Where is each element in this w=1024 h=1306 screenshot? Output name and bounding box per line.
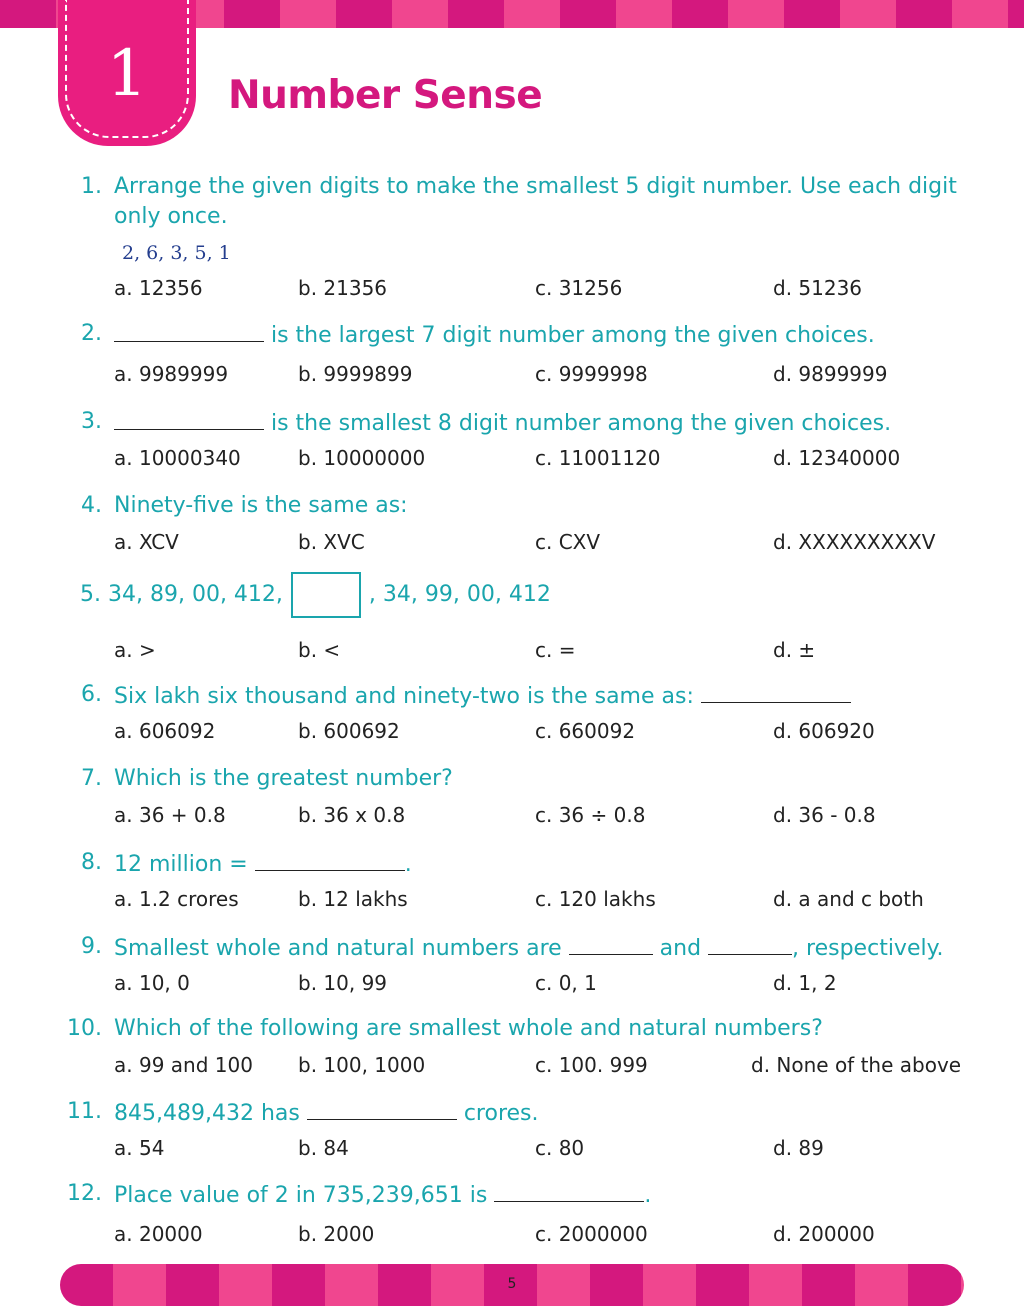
chapter-number: 1 bbox=[106, 37, 148, 111]
option-a[interactable]: a. 54 bbox=[114, 1136, 165, 1160]
question-text-after-blank: . bbox=[644, 1183, 652, 1208]
question-number: 2. bbox=[81, 321, 102, 346]
answer-blank[interactable] bbox=[494, 1179, 644, 1202]
option-a[interactable]: a. > bbox=[114, 638, 156, 662]
option-b[interactable]: b. 36 x 0.8 bbox=[298, 803, 406, 827]
option-d[interactable]: d. 200000 bbox=[773, 1222, 875, 1246]
option-b[interactable]: b. 84 bbox=[298, 1136, 349, 1160]
option-c[interactable]: c. 660092 bbox=[535, 719, 636, 743]
option-a[interactable]: a. 10000340 bbox=[114, 446, 241, 470]
page-number: 5 bbox=[507, 1276, 517, 1292]
answer-blank[interactable] bbox=[307, 1097, 457, 1120]
chapter-title: Number Sense bbox=[228, 73, 543, 118]
question-text-after-blank: crores. bbox=[456, 1101, 539, 1126]
question-text: Which of the following are smallest whole and natural numbers? bbox=[114, 1016, 823, 1041]
question-text: Ninety-five is the same as: bbox=[114, 493, 408, 518]
question-text-before-blank: Place value of 2 in 735,239,651 is bbox=[114, 1183, 495, 1208]
option-d[interactable]: d. None of the above bbox=[751, 1053, 962, 1077]
bottom-decorative-bar bbox=[60, 1264, 964, 1306]
option-c[interactable]: c. CXV bbox=[535, 530, 601, 554]
option-b[interactable]: b. XVC bbox=[298, 530, 365, 554]
option-c[interactable]: c. 2000000 bbox=[535, 1222, 648, 1246]
option-c[interactable]: c. 9999998 bbox=[535, 362, 648, 386]
option-b[interactable]: b. 21356 bbox=[298, 276, 388, 300]
question-text bbox=[114, 407, 994, 439]
option-c[interactable]: c. 80 bbox=[535, 1136, 585, 1160]
question-number: 3. bbox=[81, 409, 102, 434]
option-a[interactable]: a. 10, 0 bbox=[114, 971, 190, 995]
option-a[interactable]: a. 9989999 bbox=[114, 362, 229, 386]
option-d[interactable]: d. 36 - 0.8 bbox=[773, 803, 876, 827]
option-d[interactable]: d. 51236 bbox=[773, 276, 863, 300]
question-text-before-blank: Six lakh six thousand and ninety-two is the same as: bbox=[114, 684, 701, 709]
option-d[interactable]: d. 9899999 bbox=[773, 362, 888, 386]
option-a[interactable]: a. 36 + 0.8 bbox=[114, 803, 226, 827]
question-number: 6. bbox=[81, 682, 102, 707]
option-a[interactable]: a. 1.2 crores bbox=[114, 887, 239, 911]
answer-blank[interactable] bbox=[114, 407, 264, 430]
question-text bbox=[114, 680, 994, 712]
option-a[interactable]: a. 606092 bbox=[114, 719, 216, 743]
question-text: Arrange the given digits to make the smallest 5 digit number. Use each digit only once. bbox=[114, 174, 957, 229]
option-d[interactable]: d. ± bbox=[773, 638, 816, 662]
option-b[interactable]: b. 100, 1000 bbox=[298, 1053, 426, 1077]
option-c[interactable]: c. 36 ÷ 0.8 bbox=[535, 803, 646, 827]
question-text-after-blank: is the smallest 8 digit number among the given choices. bbox=[264, 411, 892, 436]
option-a[interactable]: a. 99 and 100 bbox=[114, 1053, 253, 1077]
comparison-left: 5. 34, 89, 00, 412, bbox=[80, 582, 283, 607]
question-number: 4. bbox=[81, 493, 102, 518]
question-number: 1. bbox=[81, 174, 102, 199]
option-b[interactable]: b. 600692 bbox=[298, 719, 400, 743]
option-b[interactable]: b. 9999899 bbox=[298, 362, 413, 386]
question-number: 12. bbox=[67, 1181, 102, 1206]
question-text bbox=[114, 1097, 994, 1129]
chapter-tab bbox=[58, 0, 196, 146]
question-number: 8. bbox=[81, 850, 102, 875]
question-text bbox=[114, 848, 994, 880]
option-c[interactable]: c. 11001120 bbox=[535, 446, 661, 470]
answer-blank[interactable] bbox=[701, 680, 851, 703]
question-number: 9. bbox=[81, 934, 102, 959]
option-c[interactable]: c. = bbox=[535, 638, 576, 662]
option-b[interactable]: b. 10000000 bbox=[298, 446, 426, 470]
question-text-after-blank: is the largest 7 digit number among the given choices. bbox=[264, 323, 875, 348]
question-text bbox=[114, 1179, 994, 1211]
answer-blank[interactable] bbox=[114, 319, 264, 342]
question-text bbox=[114, 932, 994, 964]
question-text-before-blank: 12 million = bbox=[114, 852, 255, 877]
question-text-before-blank: Smallest whole and natural numbers are bbox=[114, 936, 569, 961]
option-d[interactable]: d. 1, 2 bbox=[773, 971, 837, 995]
option-d[interactable]: d. a and c both bbox=[773, 887, 924, 911]
option-c[interactable]: c. 31256 bbox=[535, 276, 623, 300]
answer-blank-2[interactable] bbox=[708, 932, 792, 955]
option-a[interactable]: a. 12356 bbox=[114, 276, 203, 300]
option-c[interactable]: c. 100. 999 bbox=[535, 1053, 648, 1077]
question-text-before-blank: 845,489,432 has bbox=[114, 1101, 307, 1126]
option-b[interactable]: b. 12 lakhs bbox=[298, 887, 408, 911]
question-text-after-blank: , respectively. bbox=[792, 936, 944, 961]
question-number: 11. bbox=[67, 1099, 102, 1124]
option-b[interactable]: b. 10, 99 bbox=[298, 971, 388, 995]
option-b[interactable]: b. 2000 bbox=[298, 1222, 375, 1246]
question-text-middle: and bbox=[652, 936, 709, 961]
option-a[interactable]: a. XCV bbox=[114, 530, 179, 554]
question-number: 7. bbox=[81, 766, 102, 791]
option-d[interactable]: d. 89 bbox=[773, 1136, 824, 1160]
question-text bbox=[114, 319, 994, 351]
answer-blank[interactable] bbox=[255, 848, 405, 871]
comparison-right: , 34, 99, 00, 412 bbox=[368, 582, 551, 607]
option-b[interactable]: b. < bbox=[298, 638, 341, 662]
option-d[interactable]: d. 12340000 bbox=[773, 446, 901, 470]
option-d[interactable]: d. XXXXXXXXXV bbox=[773, 530, 936, 554]
answer-box[interactable] bbox=[291, 572, 361, 618]
option-a[interactable]: a. 20000 bbox=[114, 1222, 203, 1246]
answer-blank-1[interactable] bbox=[569, 932, 653, 955]
question-number: 10. bbox=[67, 1016, 102, 1041]
option-c[interactable]: c. 0, 1 bbox=[535, 971, 597, 995]
option-c[interactable]: c. 120 lakhs bbox=[535, 887, 656, 911]
option-d[interactable]: d. 606920 bbox=[773, 719, 875, 743]
question-text: Which is the greatest number? bbox=[114, 766, 453, 791]
given-digits: 2, 6, 3, 5, 1 bbox=[122, 242, 231, 264]
question-text-after-blank: . bbox=[404, 852, 412, 877]
comparison-expression bbox=[80, 570, 551, 620]
